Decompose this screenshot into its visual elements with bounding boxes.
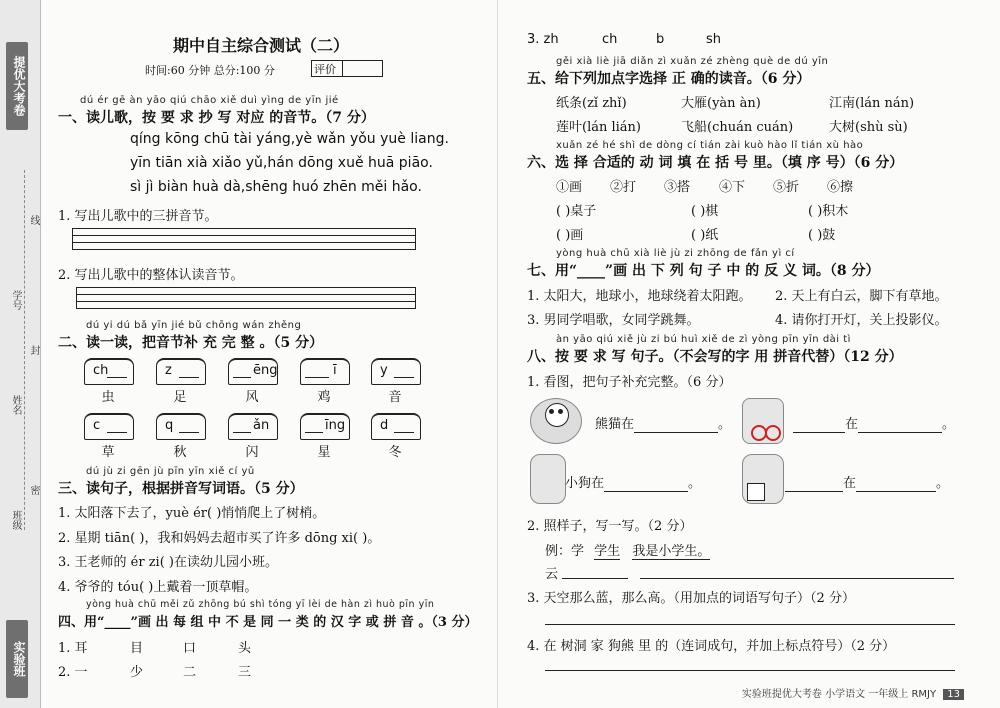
pic-sentence-1-text: 熊猫在 [595, 417, 635, 432]
page-divider [497, 0, 498, 708]
s5-item[interactable]: 大树(shù sù) [829, 120, 908, 135]
s4-row2-b[interactable]: 少 [130, 665, 144, 680]
r-q3-a[interactable]: 3. zh [527, 32, 559, 47]
s6-pinyin: xuǎn zé hé shì de dòng cí tián zài kuò hào lǐ tián xù hào [556, 140, 864, 151]
syllable-book[interactable] [300, 358, 350, 385]
syllable-book[interactable] [156, 358, 206, 385]
r-q3-d[interactable]: sh [706, 32, 722, 47]
s5-item[interactable]: 大雁(yàn àn) [681, 96, 761, 111]
s3-title: 三、读句子，根据拼音写词语。（5 分） [58, 481, 304, 497]
syllable-given: ēng [253, 363, 278, 378]
syllable-book[interactable] [156, 413, 206, 440]
s4-row2-d[interactable]: 三 [238, 665, 252, 680]
syllable-char: 虫 [101, 390, 115, 405]
fill-char: 云 [545, 567, 559, 582]
s7-item[interactable]: 4. 请你打开灯，关上投影仪。 [775, 313, 948, 328]
example-word: 学生 [594, 540, 620, 560]
student-name-label: 姓名 [10, 395, 21, 415]
syllable-given: īng [325, 418, 346, 433]
example-sentence: 我是小学生。 [632, 540, 710, 560]
syllable-char: 秋 [173, 445, 187, 460]
s3-item[interactable]: 4. 爷爷的 tóu( )上戴着一顶草帽。 [58, 580, 258, 595]
score-box[interactable] [311, 60, 383, 77]
cut-mark-secret: 密 [28, 485, 39, 495]
fill-word-blank[interactable] [562, 578, 628, 579]
s8-q3: 3. 天空那么蓝，那么高。（用加点的词语写句子）（2 分） [527, 591, 855, 606]
syllable-given: y [380, 363, 388, 378]
s6-option: ③搭 [664, 180, 691, 195]
example-prefix: 例：学 [545, 544, 585, 559]
brand-top-tag: 提优大考卷 [6, 42, 28, 130]
s7-pinyin: yòng huà chū xià liè jù zi zhōng de fǎn yì cí [556, 248, 795, 259]
s1-title: 一、读儿歌，按 要 求 抄 写 对应 的音节。（7 分） [58, 110, 375, 126]
s5-item[interactable]: 江南(lán nán) [829, 96, 915, 111]
r-q3-c[interactable]: b [656, 32, 665, 47]
q3-answer-line[interactable] [545, 624, 955, 625]
poem-line-2: yīn tiān xià xiǎo yǔ,hán dōng xuě huā piāo. [130, 155, 433, 171]
syllable-book[interactable] [84, 413, 134, 440]
s1-q1: 1. 写出儿歌中的三拼音节。 [58, 209, 218, 224]
s3-pinyin: dú jù zi gēn jù pīn yīn xiě cí yǔ [86, 466, 255, 477]
pic-sentence-4-text: 在 [843, 476, 857, 491]
syllable-char: 闪 [245, 445, 259, 460]
syllable-book[interactable] [228, 413, 278, 440]
q1-writing-lines[interactable] [72, 228, 416, 250]
q4-answer-line[interactable] [545, 670, 955, 671]
syllable-given: ch [93, 363, 109, 378]
s2-pinyin: dú yi dú bǎ yīn jié bǔ chōng wán zhěng [86, 320, 302, 331]
s4-row1-d[interactable]: 头 [238, 641, 252, 656]
syllable-book[interactable] [84, 358, 134, 385]
class-label: 班级 [10, 510, 21, 530]
syllable-book[interactable] [371, 413, 421, 440]
syllable-char: 草 [101, 445, 115, 460]
student-number-label: 学号 [10, 290, 21, 310]
syllable-given: ī [333, 363, 337, 378]
s5-item[interactable]: 飞船(chuán cuán) [681, 120, 794, 135]
syllable-given: q [165, 418, 174, 433]
syllable-char: 冬 [388, 445, 402, 460]
s6-blank[interactable]: ( )积木 [808, 204, 849, 219]
syllable-char: 星 [317, 445, 331, 460]
syllable-char: 风 [245, 390, 259, 405]
monkey-drum-image [742, 454, 784, 504]
s4-row1-a[interactable]: 1. 耳 [58, 641, 88, 656]
s6-option: ①画 [556, 180, 583, 195]
pic-sentence-2[interactable]: 在 。 [793, 413, 955, 433]
syllable-char: 鸡 [317, 390, 331, 405]
s8-q4: 4. 在 树洞 家 狗熊 里 的（连词成句，并加上标点符号）（2 分） [527, 639, 896, 654]
syllable-given: d [380, 418, 389, 433]
s6-blank[interactable]: ( )桌子 [556, 204, 597, 219]
s8-q2: 2. 照样子，写一写。（2 分） [527, 519, 693, 534]
elephant-bike-image [742, 398, 784, 444]
s4-title: 四、用“____”画 出 每 组 中 不 是 同 一 类 的 汉 字 或 拼 音 。（3 分） [58, 615, 478, 630]
s6-option: ④下 [719, 180, 746, 195]
poem-line-3: sì jì biàn huà dà,shēng huó zhēn měi hǎo. [130, 179, 422, 195]
s6-option: ⑤折 [773, 180, 800, 195]
pic-sentence-4[interactable]: 在 。 [785, 472, 949, 492]
exam-meta: 时间:60 分钟 总分:100 分 [145, 64, 275, 77]
dog-image [530, 454, 566, 504]
s7-item[interactable]: 2. 天上有白云，脚下有草地。 [775, 289, 948, 304]
cut-mark-seal: 封 [28, 345, 39, 355]
syllable-book[interactable] [228, 358, 278, 385]
s6-option: ②打 [610, 180, 637, 195]
panda-image [530, 398, 582, 444]
s7-item[interactable]: 1. 太阳大，地球小，地球绕着太阳跑。 [527, 289, 752, 304]
s7-item[interactable]: 3. 男同学唱歌，女同学跳舞。 [527, 313, 700, 328]
s8-title: 八、按 要 求 写 句子。（不会写的字 用 拼音代替）（12 分） [527, 349, 903, 365]
page-footer [742, 685, 964, 700]
brand-bottom-tag: 实验班 [6, 620, 28, 698]
s1-pinyin: dú ér gē àn yāo qiú chāo xiě duì yìng de yīn jié [80, 95, 339, 106]
s5-title: 五、给下列加点字选择 正 确的读音。（6 分） [527, 71, 811, 87]
cut-guide-line [24, 170, 25, 530]
s6-blank[interactable]: ( )鼓 [808, 228, 836, 243]
s1-q2: 2. 写出儿歌中的整体认读音节。 [58, 268, 244, 283]
s5-item[interactable]: 纸条(zǐ zhǐ) [556, 96, 627, 111]
syllable-given: ǎn [253, 418, 270, 433]
syllable-given: z [165, 363, 172, 378]
s6-option: ⑥擦 [827, 180, 854, 195]
q2-writing-lines[interactable] [76, 287, 416, 309]
footer-text: 实验班提优大考卷 小学语文 一年级上 RMJY [741, 689, 937, 700]
s8-q1: 1. 看图，把句子补充完整。（6 分） [527, 375, 732, 390]
cut-mark-line: 线 [28, 215, 39, 225]
pic-sentence-1[interactable]: 熊猫在 。 [595, 417, 732, 432]
s8-pinyin: àn yāo qiú xiě jù zi bú huì xiě de zì yòng pīn yīn dài tì [556, 334, 851, 345]
score-label: 评价 [314, 63, 336, 76]
syllable-given: c [93, 418, 101, 433]
s4-row2-c[interactable]: 二 [183, 665, 197, 680]
s7-title: 七、用“____”画 出 下 列 句 子 中 的 反 义 词。（8 分） [527, 263, 880, 279]
syllable-book[interactable] [371, 358, 421, 385]
s6-blank[interactable]: ( )画 [556, 228, 584, 243]
s3-item[interactable]: 2. 星期 tiān( )，我和妈妈去超市买了许多 dōng xi( )。 [58, 531, 381, 546]
pic-sentence-3[interactable]: 小狗在 。 [565, 476, 702, 491]
s5-pinyin: gěi xià liè jiā diǎn zì xuǎn zé zhèng què de dú yīn [556, 56, 829, 67]
s6-blank[interactable]: ( )棋 [691, 204, 719, 219]
r-q3-b[interactable]: ch [602, 32, 618, 47]
page-number: 13 [943, 689, 964, 700]
s4-row1-b[interactable]: 目 [130, 641, 144, 656]
syllable-char: 音 [388, 390, 402, 405]
syllable-char: 足 [173, 390, 187, 405]
pic-sentence-3-text: 小狗在 [565, 476, 605, 491]
syllable-book[interactable] [300, 413, 350, 440]
s2-title: 二、读一读，把音节补 充 完 整 。（5 分） [58, 335, 324, 351]
poem-line-1: qíng kōng chū tài yáng,yè wǎn yǒu yuè liang. [130, 131, 449, 147]
s4-row2-a[interactable]: 2. 一 [58, 665, 88, 680]
s3-item[interactable]: 1. 太阳落下去了，yuè ér( )悄悄爬上了树梢。 [58, 506, 326, 521]
example-line [545, 540, 710, 560]
pic-sentence-2-text: 在 [845, 417, 859, 432]
s6-blank[interactable]: ( )纸 [691, 228, 719, 243]
s3-item[interactable]: 3. 王老师的 ér zi( )在读幼儿园小班。 [58, 555, 278, 570]
s5-item[interactable]: 莲叶(lán lián) [556, 120, 641, 135]
fill-sentence-blank[interactable] [640, 578, 954, 579]
binding-sidebar [0, 0, 41, 708]
page-title: 期中自主综合测试（二） [173, 36, 350, 55]
s6-title: 六、选 择 合适的 动 词 填 在 括 号 里。（填 序 号）（6 分） [527, 155, 904, 171]
s4-row1-c[interactable]: 口 [183, 641, 197, 656]
s4-pinyin: yòng huà chū měi zǔ zhōng bú shì tóng yī lèi de hàn zì huò pīn yīn [86, 599, 435, 610]
